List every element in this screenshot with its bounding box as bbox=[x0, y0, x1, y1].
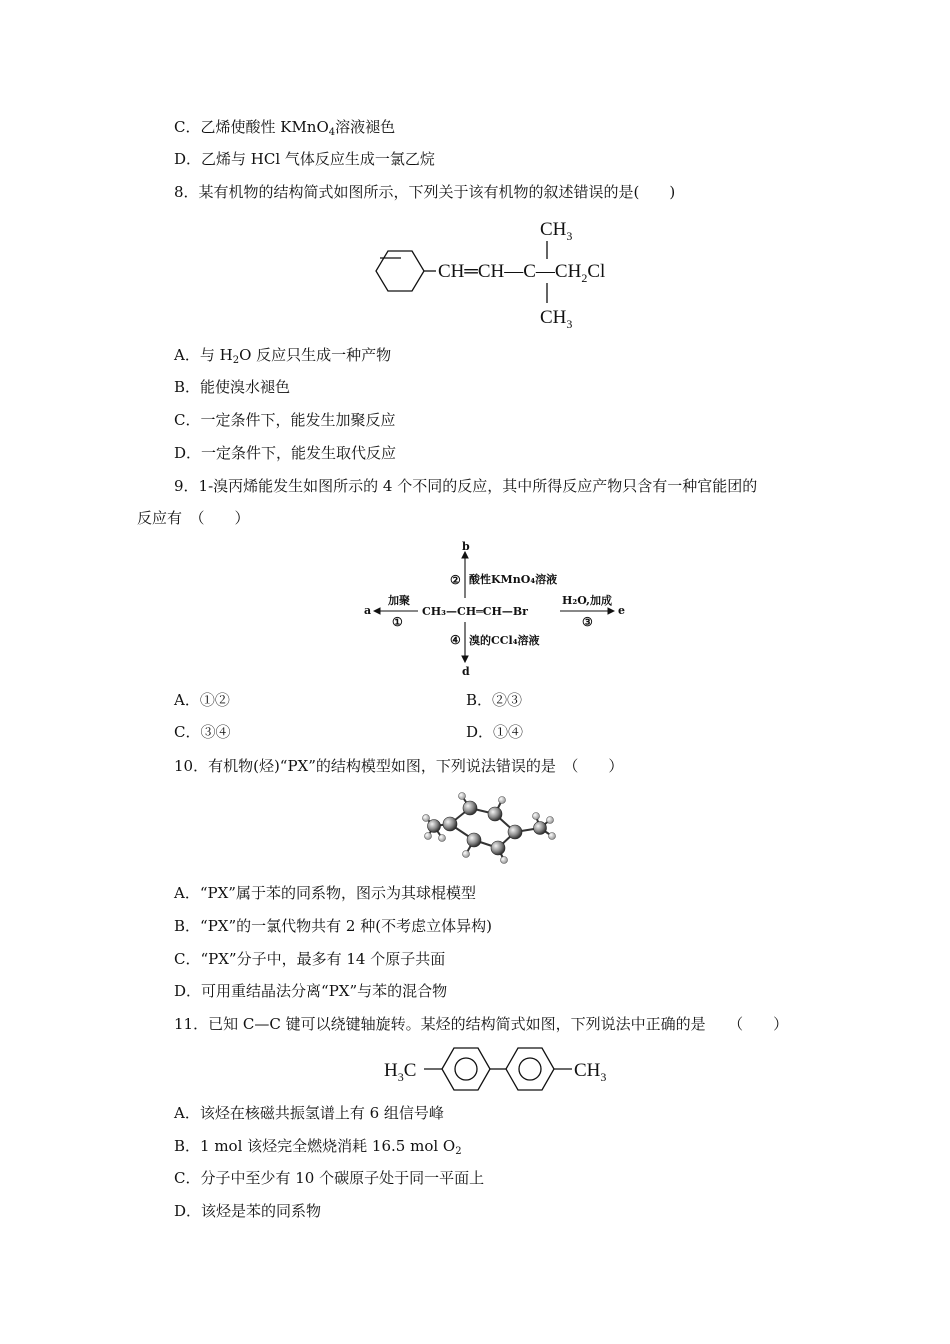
subscript: 4 bbox=[328, 127, 336, 138]
q8-stem: 8．某有机物的结构简式如图所示，下列关于该有机物的叙述错误的是( ) bbox=[174, 183, 676, 201]
reaction-4-reagent: 溴的CCl₄溶液 bbox=[469, 634, 540, 647]
q8-main-chain: $CH═CH—C—CH_2Cl$ bbox=[438, 261, 606, 285]
q8-ch3-top: $CH_3$ bbox=[540, 219, 573, 243]
q9-option-b: B．②③ bbox=[466, 691, 523, 709]
q9-option-c: C．③④ bbox=[174, 723, 231, 741]
q10-option-d: D．可用重结晶法分离“PX”与苯的混合物 bbox=[174, 982, 448, 1000]
q7-option-c-tail: 溶液褪色 bbox=[335, 118, 396, 136]
q8-ch3-bottom: $CH_3$ bbox=[540, 307, 573, 331]
q10-stem: 10．有机物(烃)“PX”的结构模型如图，下列说法错误的是 （ ） bbox=[174, 757, 624, 775]
q8-option-c: C．一定条件下，能发生加聚反应 bbox=[174, 411, 396, 429]
reaction-1-number: ① bbox=[392, 615, 403, 629]
reaction-3-number: ③ bbox=[582, 615, 593, 629]
q7-option-c-text: C．乙烯使酸性 KMnO bbox=[174, 118, 329, 136]
px-ball-stick-model-icon bbox=[420, 788, 560, 868]
q8-structure-figure bbox=[370, 213, 650, 331]
subscript: 2 bbox=[455, 1146, 462, 1157]
q9-option-d: D．①④ bbox=[466, 723, 524, 741]
benzene-ring-icon bbox=[376, 251, 424, 291]
q11-stem: 11．已知 C—C 键可以绕键轴旋转。某烃的结构简式如图，下列说法中正确的是 （ ） bbox=[174, 1015, 789, 1033]
q8-option-a-tail: O 反应只生成一种产物 bbox=[239, 346, 392, 364]
q11-left-methyl: $H_3C$ bbox=[384, 1060, 417, 1084]
substrate-1-bromopropene: CH₃—CH═CH—Br bbox=[422, 605, 528, 618]
q11-option-d: D．该烃是苯的同系物 bbox=[174, 1202, 322, 1220]
reaction-2-reagent: 酸性KMnO₄溶液 bbox=[469, 573, 558, 586]
product-e: e bbox=[618, 604, 625, 617]
product-a: a bbox=[364, 604, 372, 617]
q11-right-methyl: $CH_3$ bbox=[574, 1060, 607, 1084]
product-b: b bbox=[462, 540, 470, 553]
q11-biphenyl-structure bbox=[380, 1042, 620, 1092]
q8-option-a bbox=[174, 345, 391, 371]
benzene-ring-left-icon bbox=[442, 1048, 490, 1090]
product-d: d bbox=[462, 665, 470, 678]
benzene-ring-right-icon bbox=[506, 1048, 554, 1090]
q10-option-b: B．“PX”的一氯代物共有 2 种(不考虑立体异构) bbox=[174, 917, 492, 935]
q11-option-b bbox=[174, 1136, 462, 1162]
q7-option-d: D．乙烯与 HCl 气体反应生成一氯乙烷 bbox=[174, 150, 435, 168]
reaction-4-number: ④ bbox=[450, 633, 461, 647]
q11-option-a: A．该烃在核磁共振氢谱上有 6 组信号峰 bbox=[174, 1104, 444, 1122]
q9-stem: 9．1-溴丙烯能发生如图所示的 4 个不同的反应，其中所得反应产物只含有一种官能团的 bbox=[174, 477, 758, 495]
q9-stem-continued: 反应有 （ ） bbox=[137, 509, 250, 527]
q8-option-b: B．能使溴水褪色 bbox=[174, 378, 291, 396]
q11-option-b-text: B．1 mol 该烃完全燃烧消耗 16.5 mol O bbox=[174, 1137, 456, 1155]
subscript: 2 bbox=[232, 355, 240, 366]
q10-option-c: C．“PX”分子中，最多有 14 个原子共面 bbox=[174, 950, 446, 968]
q8-option-a-text: A．与 H bbox=[174, 346, 233, 364]
reaction-3-reagent: H₂O,加成 bbox=[562, 594, 612, 607]
q8-option-d: D．一定条件下，能发生取代反应 bbox=[174, 444, 397, 462]
reaction-1-reagent: 加聚 bbox=[388, 594, 410, 607]
q9-reaction-scheme bbox=[360, 538, 640, 678]
reaction-2-number: ② bbox=[450, 573, 461, 587]
q10-option-a: A．“PX”属于苯的同系物，图示为其球棍模型 bbox=[174, 884, 476, 902]
q9-option-a: A．①② bbox=[174, 691, 230, 709]
q7-option-c bbox=[174, 117, 395, 143]
q11-option-c: C．分子中至少有 10 个碳原子处于同一平面上 bbox=[174, 1169, 485, 1187]
